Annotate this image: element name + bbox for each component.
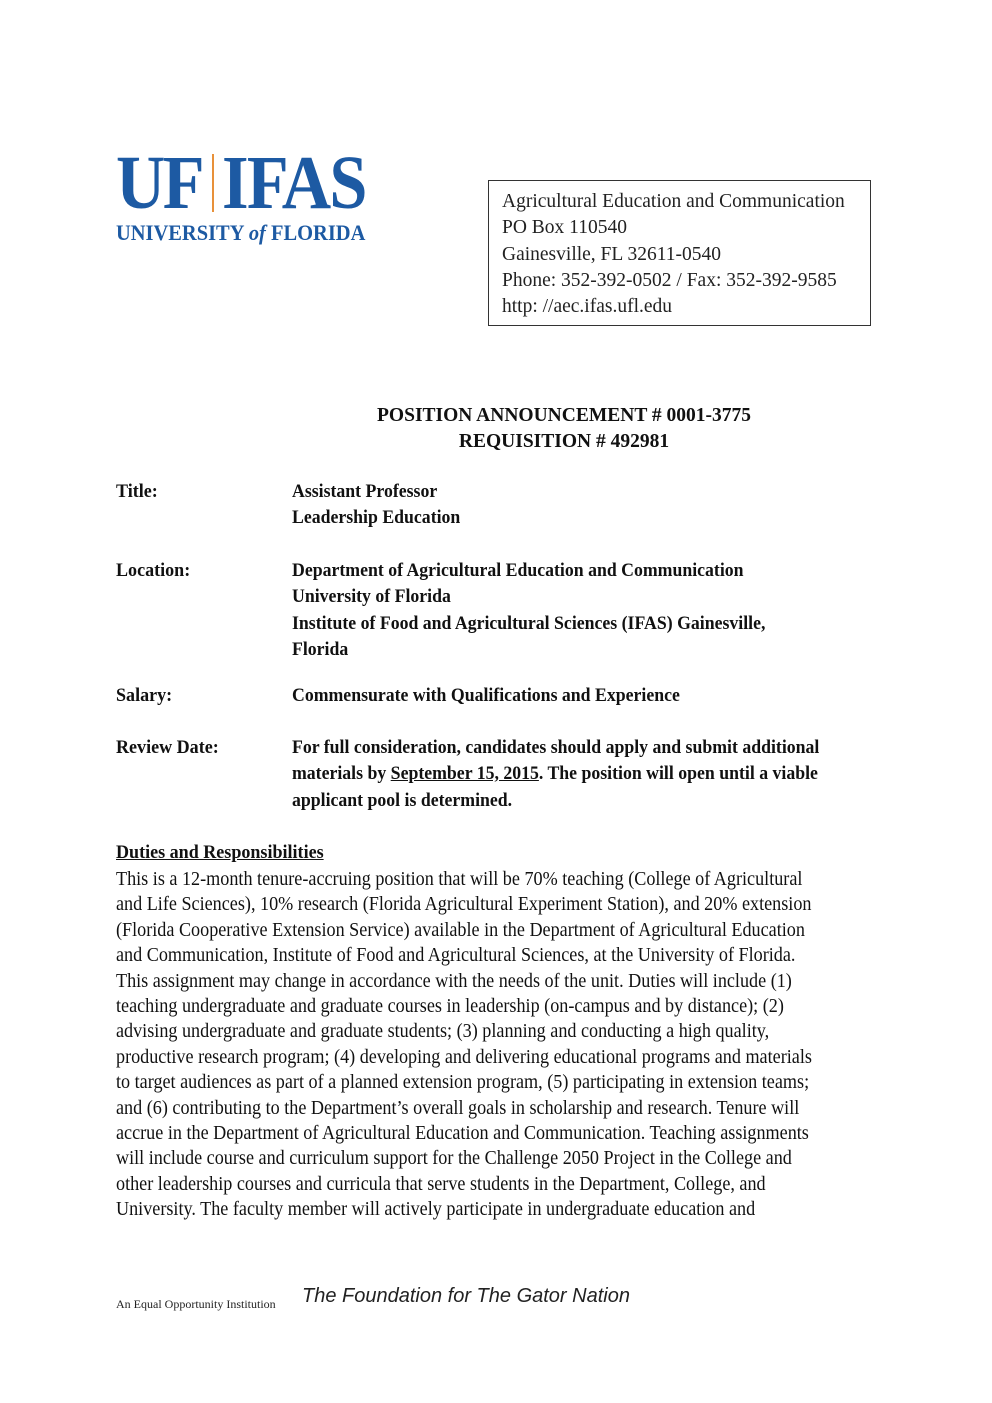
logo-subtitle-university: UNIVERSITY	[116, 220, 249, 245]
review-deadline-date: September 15, 2015	[390, 763, 539, 785]
logo-subtitle	[116, 220, 365, 246]
duties-line: will include course and curriculum support for the Challenge 2050 Project in the College and	[116, 1148, 792, 1170]
duties-line: and (6) contributing to the Department’s overall goals in scholarship and research. Tenure will	[116, 1097, 800, 1119]
logo-ifas-text: IFAS	[222, 141, 366, 225]
duties-line: other leadership courses and curricula that serve students in the Department, College, and	[116, 1173, 766, 1195]
position-announcement-number: POSITION ANNOUNCEMENT # 0001-3775	[377, 405, 751, 426]
review-date-line: applicant pool is determined.	[292, 789, 513, 811]
location-value	[292, 558, 765, 663]
requisition-number: REQUISITION # 492981	[458, 431, 670, 452]
logo-subtitle-of: of	[248, 220, 266, 245]
logo-wordmark	[116, 141, 382, 225]
duties-heading: Duties and Responsibilities	[116, 842, 324, 863]
address-po-box: PO Box 110540	[502, 217, 627, 239]
logo-divider	[212, 154, 214, 212]
review-date-line: For full consideration, candidates should apply and submit additional	[292, 737, 820, 758]
duties-line: teaching undergraduate and graduate courses in leadership (on-campus and by distance); (2)	[116, 996, 784, 1018]
address-city: Gainesville, FL 32611-0540	[502, 243, 721, 265]
review-date-text: materials by	[292, 763, 391, 785]
salary-label: Salary:	[116, 685, 173, 706]
duties-paragraph	[116, 867, 916, 1223]
duties-line: University. The faculty member will actively participate in undergraduate education and	[116, 1199, 756, 1221]
title-line: Assistant Professor	[292, 481, 438, 502]
review-date-text: . The position will open until a viable	[538, 763, 818, 785]
duties-line: and Communication, Institute of Food and Agricultural Sciences, at the University of Florida.	[116, 945, 796, 967]
duties-line: to target audiences as part of a planned extension program, (5) participating in extension teams;	[116, 1072, 810, 1094]
duties-line: productive research program; (4) developing and delivering educational programs and materials	[116, 1046, 812, 1068]
review-date-value	[292, 735, 819, 814]
logo-subtitle-florida: FLORIDA	[265, 220, 366, 245]
location-line: Institute of Food and Agricultural Sciences (IFAS) Gainesville,	[292, 612, 766, 634]
logo-uf-text: UF	[116, 141, 202, 225]
location-line: University of Florida	[292, 586, 451, 608]
duties-line: and Life Sciences), 10% research (Florida Agricultural Experiment Station), and 20% extension	[116, 894, 812, 916]
duties-line: This is a 12-month tenure-accruing position that will be 70% teaching (College of Agricultural	[116, 869, 803, 890]
duties-line: This assignment may change in accordance with the needs of the unit. Duties will include (1)	[116, 970, 792, 992]
review-date-line	[292, 761, 819, 787]
address-phone-fax: Phone: 352-392-0502 / Fax: 352-392-9585	[502, 269, 837, 291]
uf-ifas-logo	[116, 141, 396, 250]
review-date-label: Review Date:	[116, 737, 219, 758]
location-line: Florida	[292, 638, 349, 660]
title-line: Leadership Education	[292, 507, 461, 529]
address-website: http: //aec.ifas.ufl.edu	[502, 296, 673, 318]
location-label: Location:	[116, 560, 191, 581]
department-address-box	[488, 180, 871, 326]
equal-opportunity-statement: An Equal Opportunity Institution	[116, 1297, 276, 1311]
duties-line: (Florida Cooperative Extension Service) available in the Department of Agricultural Education	[116, 919, 805, 941]
title-value	[292, 479, 460, 532]
location-line: Department of Agricultural Education and Communication	[292, 560, 744, 581]
address-department: Agricultural Education and Communication	[502, 191, 845, 212]
salary-value: Commensurate with Qualifications and Experience	[292, 685, 680, 706]
footer-tagline: The Foundation for The Gator Nation	[302, 1285, 630, 1307]
duties-line: accrue in the Department of Agricultural Education and Communication. Teaching assignments	[116, 1123, 809, 1145]
title-label: Title:	[116, 481, 158, 502]
duties-line: advising undergraduate and graduate students; (3) planning and conducting a high quality,	[116, 1021, 770, 1043]
